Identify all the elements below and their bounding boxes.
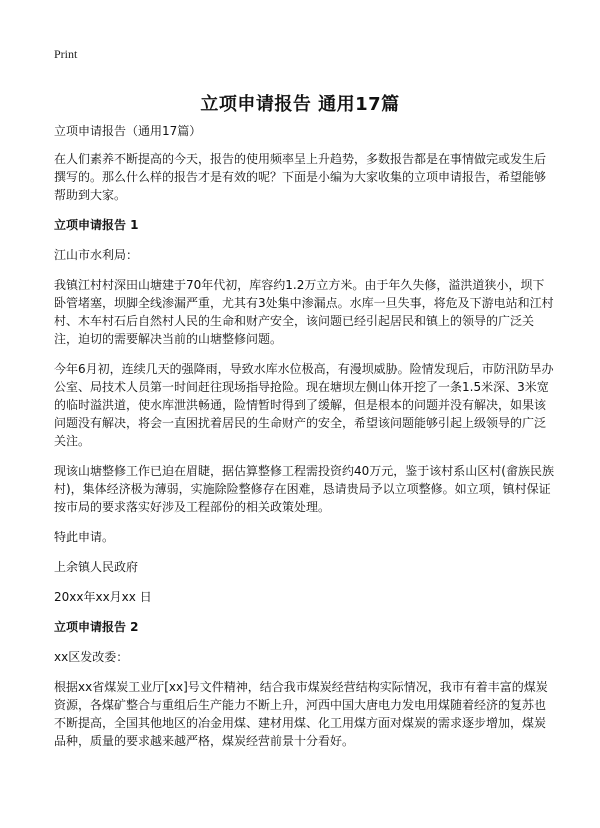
document-subtitle: 立项申请报告（通用17篇） [54,124,202,138]
document-title: 立项申请报告 通用17篇 [200,94,400,116]
section-1-salutation: 江山市水利局： [54,248,139,262]
print-link[interactable]: Print [54,47,78,61]
section-1-signature: 上余镇人民政府 [54,560,139,574]
section-1-paragraph-3: 现该山塘整修工作已迫在眉睫，据估算整修工程需投资约40万元，鉴于该村系山区村(畲族民族村)，集体经济极为薄弱，实施除险整修存在困难，恳请贵局予以立项整修。如立项，镇村保证按市局的要求落实好涉及工程部份的相关政策处理。 [54,464,554,514]
section-1-paragraph-2: 今年6月初，连续几天的强降雨，导致水库水位极高，有漫坝威胁。险情发现后，市防汛防旱办公室、局技术人员第一时间赶往现场指导抢险。现在塘坝左侧山体开挖了一条1.5米深、3米宽的临时溢洪道，使水库泄洪畅通，险情暂时得到了缓解，但是根本的问题并没有解决，如果该问题没有解决，将会一直困扰着居民的生命财产的安全，希望该问题能够引起上级领导的广泛关注。 [54,362,554,448]
section-2-salutation: xx区发改委： [54,650,129,664]
section-1-date: 20xx年xx月xx 日 [54,590,152,604]
section-1-paragraph-1: 我镇江村村深田山塘建于70年代初，库容约1.2万立方米。由于年久失修，溢洪道狭小，坝下卧管堵塞，坝脚全线渗漏严重，尤其有3处集中渗漏点。水库一旦失事，将危及下游电站和江村村、木车村石后自然村人民的生命和财产安全，该问题已经引起居民和镇上的领导的广泛关注，迫切的需要解决当前的山塘整修问题。 [54,278,554,346]
section-2-heading: 立项申请报告 2 [54,620,139,634]
document-body [54,122,554,762]
section-2-paragraph-1: 根据xx省煤炭工业厅[xx]号文件精神，结合我市煤炭经营结构实际情况，我市有着丰富的煤炭资源，各煤矿整合与重组后生产能力不断上升，河西中国大唐电力发电用煤随着经济的复苏也不断提高，全国其他地区的冶金用煤、建材用煤、化工用煤方面对煤炭的需求逐步增加，煤炭品种，质量的要求越来越严格，煤炭经营前景十分看好。 [54,680,548,748]
section-1-heading: 立项申请报告 1 [54,218,139,232]
section-1-closing: 特此申请。 [54,530,115,544]
intro-paragraph: 在人们素养不断提高的今天，报告的使用频率呈上升趋势，多数报告都是在事情做完或发生后撰写的。那么什么样的报告才是有效的呢？下面是小编为大家收集的立项申请报告，希望能够帮助到大家。 [54,152,547,202]
